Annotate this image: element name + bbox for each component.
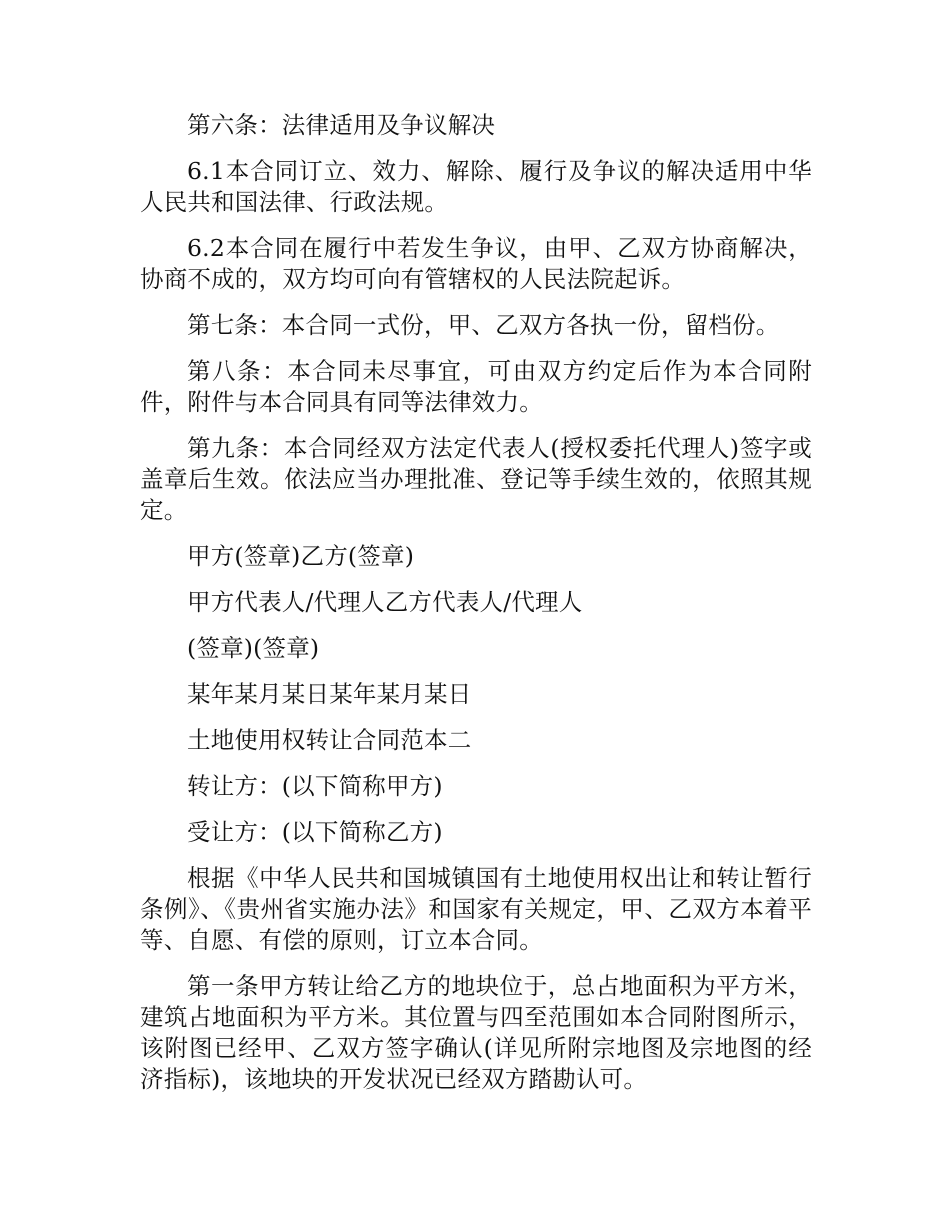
clause-6-1: 6.1本合同订立、效力、解除、履行及争议的解决适用中华人民共和国法律、行政法规。	[140, 157, 812, 216]
signature-line-parties: 甲方(签章)乙方(签章)	[187, 542, 415, 570]
signature-line-seal: (签章)(签章)	[187, 634, 320, 662]
article-8: 第八条：本合同未尽事宜，可由双方约定后作为本合同附件，附件与本合同具有同等法律效力。	[140, 357, 812, 416]
contract-2-title: 土地使用权转让合同范本二	[187, 726, 472, 754]
article-9: 第九条：本合同经双方法定代表人(授权委托代理人)签字或盖章后生效。依法应当办理批准、登记等手续生效的，依照其规定。	[140, 434, 812, 524]
preamble-paragraph: 根据《中华人民共和国城镇国有土地使用权出让和转让暂行条例》、《贵州省实施办法》和国家有关规定，甲、乙双方本着平等、自愿、有偿的原则，订立本合同。	[140, 864, 812, 954]
transferee-line: 受让方：(以下简称乙方)	[187, 818, 443, 846]
clause-6-2: 6.2本合同在履行中若发生争议，由甲、乙双方协商解决，协商不成的，双方均可向有管辖权的人民法院起诉。	[140, 234, 812, 293]
document-body	[140, 110, 812, 1110]
signature-line-representatives: 甲方代表人/代理人乙方代表人/代理人	[187, 588, 583, 616]
article-1: 第一条甲方转让给乙方的地块位于，总占地面积为平方米，建筑占地面积为平方米。其位置与四至范围如本合同附图所示，该附图已经甲、乙双方签字确认(详见所附宗地图及宗地图的经济指标)，该地块的开发状况已经双方踏勘认可。	[140, 972, 812, 1093]
article-7: 第七条：本合同一式份，甲、乙双方各执一份，留档份。	[187, 311, 780, 339]
signature-line-date: 某年某月某日某年某月某日	[187, 680, 472, 708]
transferor-line: 转让方：(以下简称甲方)	[187, 772, 443, 800]
article-6-heading: 第六条：法律适用及争议解决	[187, 111, 496, 139]
